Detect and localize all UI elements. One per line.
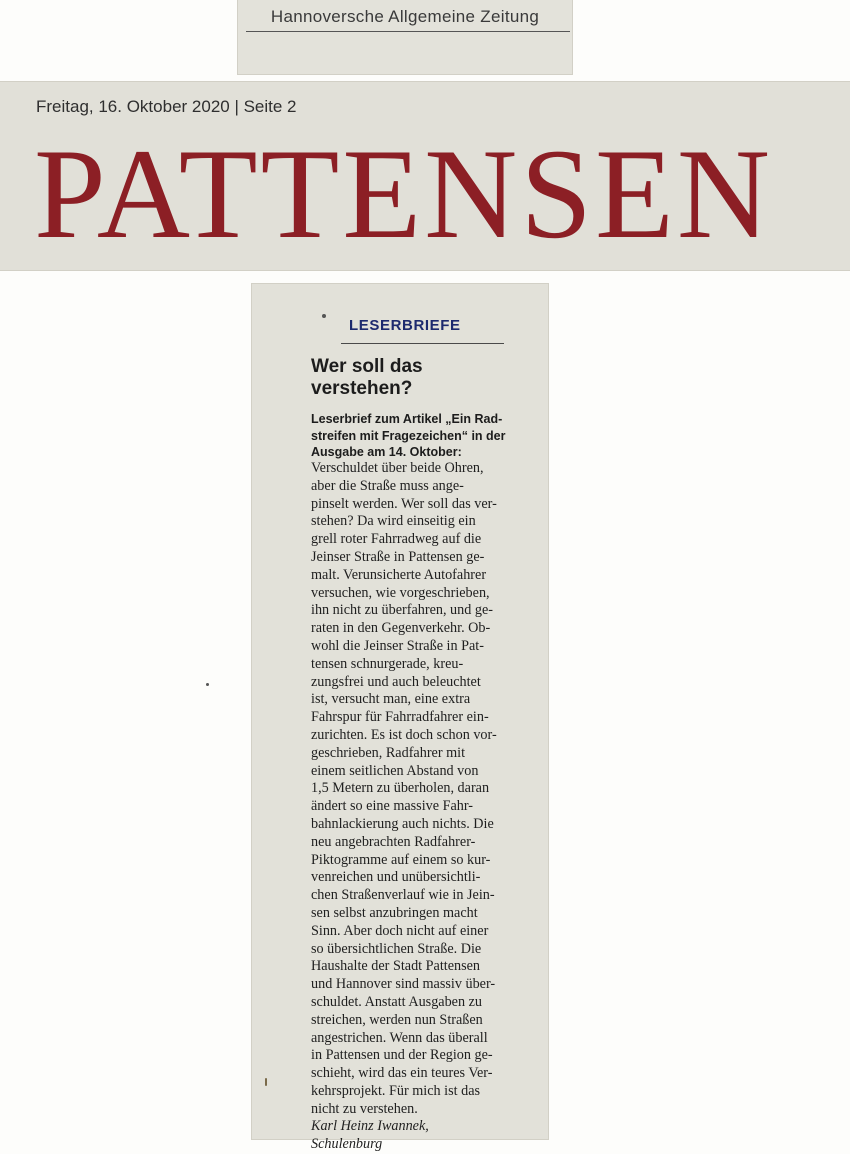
newspaper-name: Hannoversche Allgemeine Zeitung — [270, 7, 540, 26]
body-line: geschrieben, Radfahrer mit — [311, 744, 466, 761]
body-line: sen selbst anzubringen macht — [311, 904, 478, 921]
body-line: aber die Straße muss ange- — [311, 477, 464, 494]
headline — [311, 356, 541, 400]
body-line: stehen? Da wird einseitig ein — [311, 513, 476, 530]
body-line: schieht, wird das ein teures Ver- — [311, 1065, 493, 1082]
lead-line: Leserbrief zum Artikel „Ein Rad- — [311, 412, 503, 426]
headline-line: Wer soll das — [311, 356, 423, 377]
body-line: chen Straßenverlauf wie in Jein- — [311, 887, 495, 904]
article-clipping — [252, 284, 548, 1153]
body-line: Verschuldet über beide Ohren, — [311, 460, 484, 476]
body-line: einem seitlichen Abstand von — [311, 762, 479, 779]
section-title: PATTENSEN — [34, 122, 774, 265]
body-line: in Pattensen und der Region ge- — [311, 1047, 493, 1064]
body-line: nicht zu verstehen. — [311, 1100, 418, 1117]
dateline: Freitag, 16. Oktober 2020 | Seite 2 — [36, 97, 297, 116]
body-line: malt. Verunsicherte Autofahrer — [311, 566, 487, 583]
headline-line: verstehen? — [311, 378, 413, 399]
masthead-rule — [246, 31, 570, 32]
body-line: ändert so eine massive Fahr- — [311, 798, 474, 815]
body-line: Fahrspur für Fahrradfahrer ein- — [311, 709, 489, 726]
body-line: pinselt werden. Wer soll das ver- — [311, 495, 497, 512]
paper-speck — [322, 314, 326, 318]
section-header-clipping — [0, 82, 850, 270]
paper-speck — [206, 683, 209, 686]
masthead-clipping — [238, 0, 572, 74]
body-line: ihn nicht zu überfahren, und ge- — [311, 602, 494, 619]
body-line: Haushalte der Stadt Pattensen — [311, 958, 481, 975]
body-line: so übersichtlichen Straße. Die — [311, 940, 482, 957]
body-line: versuchen, wie vorgeschrieben, — [311, 584, 490, 601]
body-line: angestrichen. Wenn das überall — [311, 1029, 488, 1046]
body-line: ist, versucht man, eine extra — [311, 691, 471, 708]
body-line: zurichten. Es ist doch schon vor- — [311, 726, 497, 743]
rubric-rule — [341, 343, 504, 344]
rubric-label: LESERBRIEFE — [349, 317, 461, 334]
body-line: 1,5 Metern zu überholen, daran — [311, 780, 490, 797]
body-line: Sinn. Aber doch nicht auf einer — [311, 922, 489, 939]
body-line: wohl die Jeinser Straße in Pat- — [311, 637, 484, 654]
lead-text — [311, 411, 543, 461]
body-line: grell roter Fahrradweg auf die — [311, 531, 482, 548]
signature-place: Schulenburg — [311, 1136, 383, 1153]
body-line: tensen schnurgerade, kreu- — [311, 655, 464, 672]
body-line: venreichen und unübersichtli- — [311, 869, 481, 886]
body-line: bahnlackierung auch nichts. Die — [311, 815, 494, 832]
body-line: Jeinser Straße in Pattensen ge- — [311, 548, 485, 565]
body-line: neu angebrachten Radfahrer- — [311, 833, 476, 850]
body-line: raten in den Gegenverkehr. Ob- — [311, 620, 491, 637]
lead-line: streifen mit Fragezeichen“ in der — [311, 428, 506, 443]
lead-line: Ausgabe am 14. Oktober: — [311, 445, 462, 459]
paper-speck — [265, 1078, 267, 1086]
body-line: streichen, werden nun Straßen — [311, 1011, 483, 1028]
article-body — [311, 460, 546, 1154]
body-line: zungsfrei und auch beleuchtet — [311, 673, 481, 690]
body-line: Piktogramme auf einem so kur- — [311, 851, 491, 868]
body-line: und Hannover sind massiv über- — [311, 976, 496, 993]
signature-name: Karl Heinz Iwannek, — [311, 1118, 429, 1135]
body-line: kehrsprojekt. Für mich ist das — [311, 1082, 481, 1099]
body-line: schuldet. Anstatt Ausgaben zu — [311, 993, 483, 1010]
